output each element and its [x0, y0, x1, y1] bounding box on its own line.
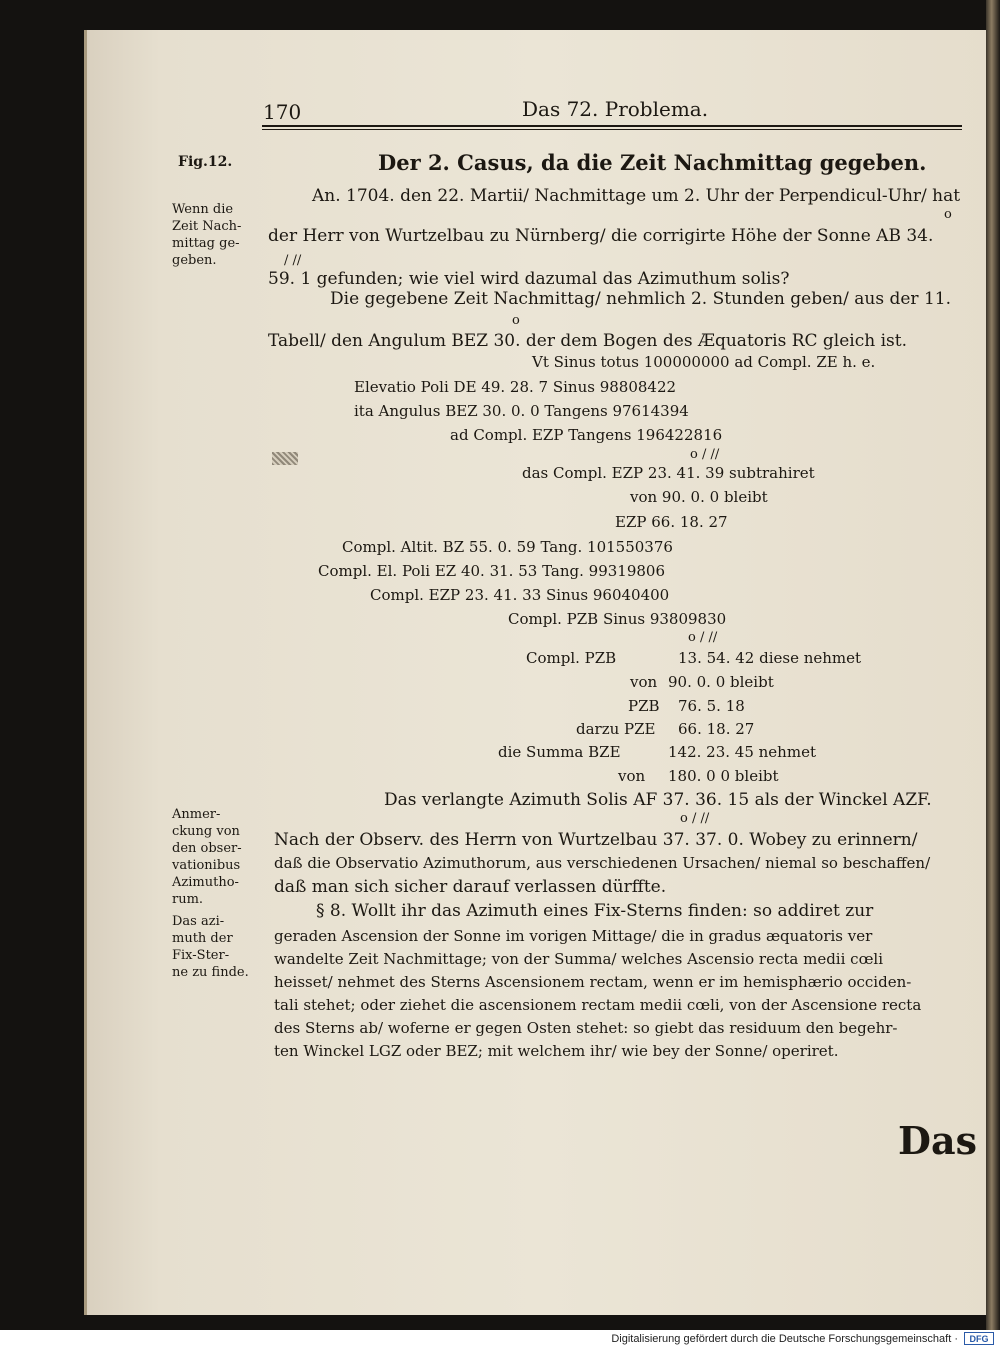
margin-note-line: Azimutho-	[172, 875, 239, 890]
margin-note-line: Das azi-	[172, 914, 225, 929]
text-line: wandelte Zeit Nachmittage; von der Summa/ welches Ascensio recta medii cœli	[274, 950, 883, 968]
footer-credit: Digitalisierung gefördert durch die Deutsche Forschungsgemeinschaft ·	[611, 1333, 958, 1345]
margin-note-line: Wenn die	[172, 202, 234, 217]
text-line: 90. 0. 0 bleibt	[668, 673, 774, 691]
page-edge	[986, 0, 1000, 1330]
running-title: Das 72. Problema.	[522, 97, 709, 121]
margin-note-line: vationibus	[172, 858, 241, 873]
margin-note-line: ckung von	[172, 824, 240, 839]
text-line: die Summa BZE	[498, 743, 621, 761]
page-number: 170	[263, 100, 302, 124]
text-line: EZP 66. 18. 27	[615, 513, 728, 531]
text-line: ad Compl. EZP Tangens 196422816	[450, 426, 723, 444]
margin-note-line: mittag ge-	[172, 236, 240, 251]
minute-second-marks: / //	[284, 253, 302, 268]
text-line: 142. 23. 45 nehmet	[668, 743, 816, 761]
dfg-logo: DFG	[964, 1332, 994, 1345]
degree-minute-second-marks: o / //	[688, 630, 718, 645]
text-line: Compl. PZB	[526, 649, 617, 667]
ink-mark	[272, 452, 298, 465]
text-line: ita Angulus BEZ 30. 0. 0 Tangens 97614394	[354, 402, 689, 420]
text-line: daß die Observatio Azimuthorum, aus verschiedenen Ursachen/ niemal so beschaffen/	[274, 854, 931, 872]
text-line: Compl. El. Poli EZ 40. 31. 53 Tang. 99319806	[318, 562, 665, 580]
footer-bar	[0, 1330, 1000, 1348]
text-line: Elevatio Poli DE 49. 28. 7 Sinus 98808422	[354, 378, 677, 396]
text-line: von	[630, 673, 658, 691]
text-line: von 90. 0. 0 bleibt	[630, 488, 768, 506]
text-line: 180. 0 0 bleibt	[668, 767, 779, 785]
text-line: 59. 1 gefunden; wie viel wird dazumal das Azimuthum solis?	[268, 269, 790, 289]
margin-note-line: rum.	[172, 892, 204, 907]
text-line: Nach der Observ. des Herrn von Wurtzelbau 37. 37. 0. Wobey zu erinnern/	[274, 830, 918, 850]
margin-note-line: ne zu finde.	[172, 965, 249, 980]
text-line: Das verlangte Azimuth Solis AF 37. 36. 15 als der Winckel AZF.	[384, 790, 932, 810]
text-line: Compl. PZB Sinus 93809830	[508, 610, 727, 628]
text-line: Vt Sinus totus 100000000 ad Compl. ZE h. e.	[532, 353, 876, 371]
text-line: An. 1704. den 22. Martii/ Nachmittage um 2. Uhr der Perpendicul-Uhr/ hat	[312, 186, 961, 206]
header-rule-thin	[262, 129, 962, 130]
margin-note-line: den obser-	[172, 841, 242, 856]
text-line: Tabell/ den Angulum BEZ 30. der dem Bogen des Æquatoris RC gleich ist.	[268, 331, 907, 351]
text-line: 76. 5. 18	[678, 697, 745, 715]
margin-note-line: muth der	[172, 931, 233, 946]
margin-note-line: Fix-Ster-	[172, 948, 230, 963]
text-line: von	[618, 767, 646, 785]
margin-note-line: Zeit Nach-	[172, 219, 242, 234]
degree-mark: o	[512, 313, 520, 328]
margin-note-line: geben.	[172, 253, 217, 268]
text-line: heisset/ nehmet des Sterns Ascensionem rectam, wenn er im hemisphærio occiden-	[274, 973, 912, 991]
text-line: der Herr von Wurtzelbau zu Nürnberg/ die corrigirte Höhe der Sonne AB 34.	[268, 226, 934, 246]
text-line: Die gegebene Zeit Nachmittag/ nehmlich 2. Stunden geben/ aus der 11.	[330, 289, 951, 309]
text-line: 13. 54. 42 diese nehmet	[678, 649, 862, 667]
catchword: Das	[898, 1118, 977, 1163]
text-line: das Compl. EZP 23. 41. 39 subtrahiret	[522, 464, 815, 482]
text-line: daß man sich sicher darauf verlassen dürffte.	[274, 877, 667, 897]
text-line: Compl. Altit. BZ 55. 0. 59 Tang. 101550376	[342, 538, 673, 556]
text-line: PZB	[628, 697, 660, 715]
degree-mark: o	[944, 207, 952, 222]
degree-minute-second-marks: o / //	[690, 447, 720, 462]
header-rule	[262, 125, 962, 127]
text-line: tali stehet; oder ziehet die ascensionem rectam medii cœli, von der Ascensione recta	[274, 996, 922, 1014]
text-line: geraden Ascension der Sonne im vorigen Mittage/ die in gradus æquatoris ver	[274, 927, 873, 945]
casus-title: Der 2. Casus, da die Zeit Nachmittag gegeben.	[378, 150, 927, 175]
margin-note-line: Anmer-	[172, 807, 221, 822]
text-line: darzu PZE	[576, 720, 656, 738]
text-line: 66. 18. 27	[678, 720, 755, 738]
text-line: § 8. Wollt ihr das Azimuth eines Fix-Sterns finden: so addiret zur	[316, 901, 874, 921]
text-line: ten Winckel LGZ oder BEZ; mit welchem ihr/ wie bey der Sonne/ operiret.	[274, 1042, 839, 1060]
text-line: Compl. EZP 23. 41. 33 Sinus 96040400	[370, 586, 670, 604]
figure-reference: Fig.12.	[178, 154, 233, 170]
degree-minute-second-marks: o / //	[680, 811, 710, 826]
text-line: des Sterns ab/ woferne er gegen Osten stehet: so giebt das residuum den begehr-	[274, 1019, 898, 1037]
